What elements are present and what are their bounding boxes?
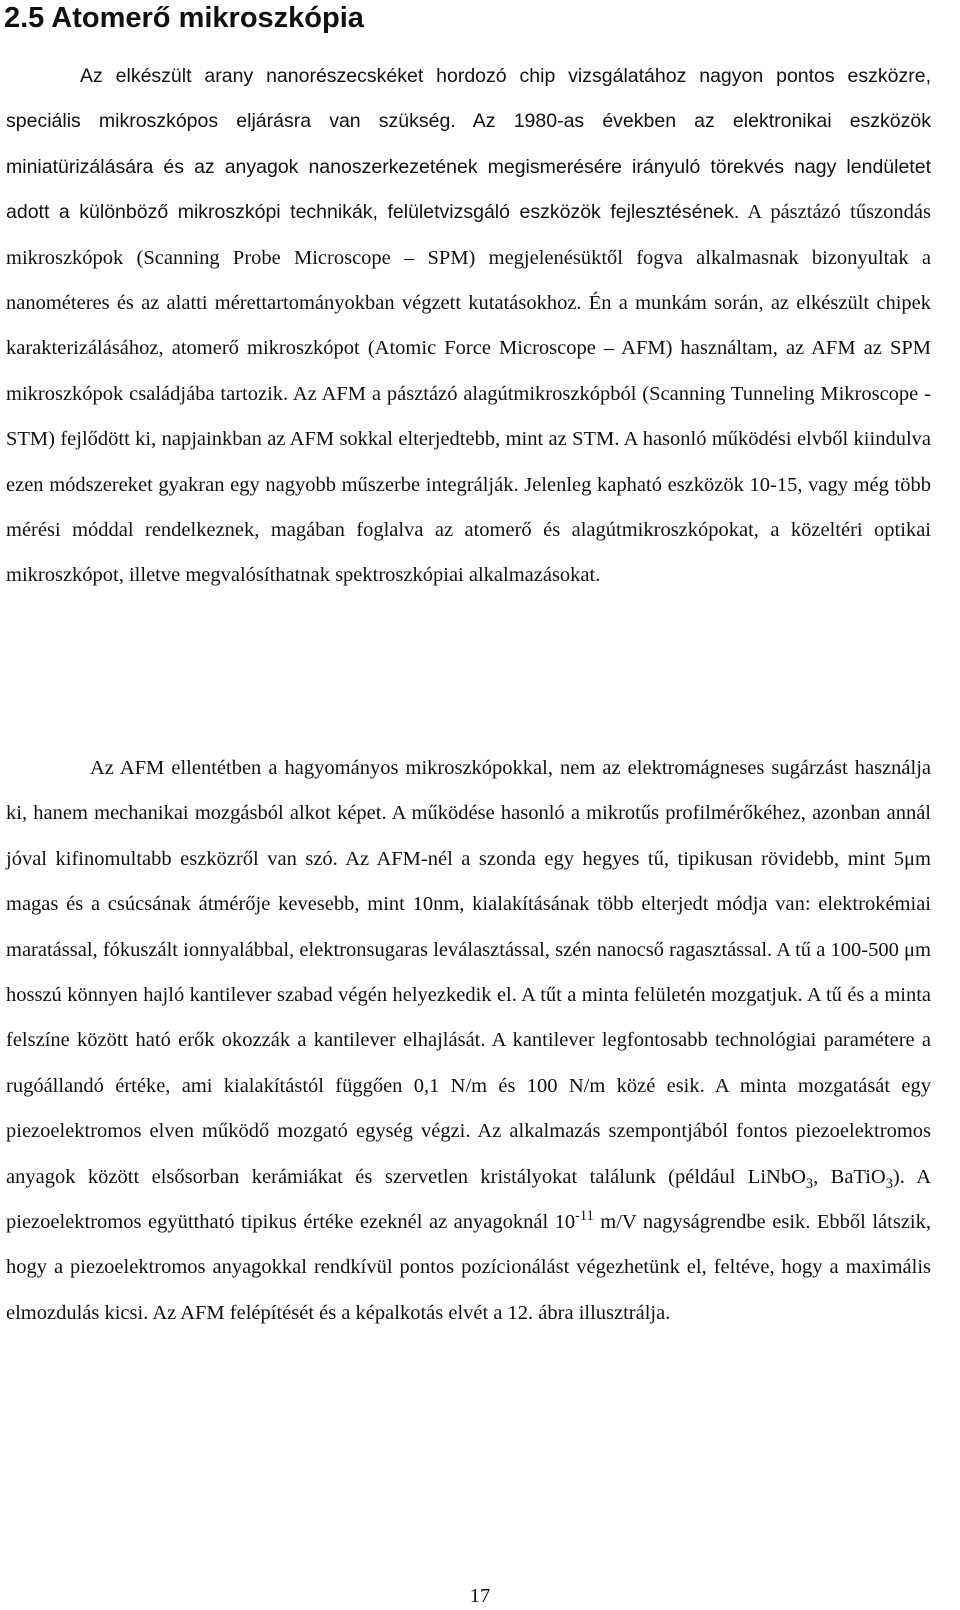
paragraph-afm-intro (6, 54, 931, 599)
text-segment: m/V nagyságrendbe esik. Ebből látszik, hogy a piezoelektromos anyagokkal rendkívül pontos pozícionálást végezhetünk el, feltéve, hogy a maximális elmozdulás kicsi. Az AFM felépítését és a képalkotás elvét a 12. ábra illusztrálja. (6, 1211, 932, 1324)
subscript: 3 (885, 1175, 893, 1192)
paragraph-afm-principle (6, 746, 931, 1336)
text-segment: , BaTiO (813, 1165, 886, 1188)
text-segment: Az AFM ellentétben a hagyományos mikroszkópokkal, nem az elektromágneses sugárzást használja ki, hanem mechanikai mozgásból alkot képet. A működése hasonló a mikrotűs profilmérőkéhez, azonban annál jóval kifinomultabb eszközről van szó. Az AFM-nél a szonda egy hegyes tű, tipikusan rövidebb, mint 5μm magas és a csúcsának átmérője kevesebb, mint 10nm, kialakításának több elterjedt módja van: elektrokémiai maratással, fókuszált ionnyalábbal, elektronsugaras leválasztással, szén nanocső ragasztással. A tű a 100-500 μm hosszú könnyen hajló kantilever szabad végén helyezkedik el. A tűt a minta felületén mozgatjuk. A tű és a minta felszíne között ható erők okozzák a kantilever elhajlását. A kantilever legfontosabb technológiai paramétere a rugóállandó értéke, ami kialakítástól függően 0,1 N/m és 100 N/m közé esik. A minta mozgatását egy piezoelektromos elven működő mozgató egység végzi. Az alkalmazás szempontjából fontos piezoelektromos anyagok között elsősorban kerámiákat és szervetlen kristályokat találunk (például LiNbO (6, 757, 931, 1188)
page-number: 17 (469, 1585, 491, 1607)
superscript: -11 (575, 1208, 594, 1225)
paragraph-sans-part: Az elkészült arany nanorészecskéket hordozó chip vizsgálatához nagyon pontos eszközre, speciális mikroszkópos eljárásra van szükség. Az 1980-as években az elektronikai eszközök miniatürizálására és az anyagok nanoszerkezetének megismerésére irányuló törekvés nagy lendületet adott a különböző mikroszkópi technikák, felületvizsgáló eszközök fejlesztésének. (6, 65, 931, 224)
subscript: 3 (805, 1175, 814, 1192)
section-heading: 2.5 Atomerő mikroszkópia (4, 2, 364, 34)
paragraph-serif-part: A pásztázó tűszondás mikroszkópok (Scanning Probe Microscope – SPM) megjelenésüktől fogva alkalmasnak bizonyultak a nanométeres és az alatti mérettartományokban végzett kutatásokhoz. Én a munkám során, az elkészült chipek karakterizálásához, atomerő mikroszkópot (Atomic Force Microscope – AFM) használtam, az AFM az SPM mikroszkópok családjába tartozik. Az AFM a pásztázó alagútmikroszkópból (Scanning Tunneling Mikroscope - STM) fejlődött ki, napjainkban az AFM sokkal elterjedtebb, mint az STM. A hasonló működési elvből kiindulva ezen módszereket gyakran egy nagyobb műszerbe integrálják. Jelenleg kapható eszközök 10-15, vagy még több mérési móddal rendelkeznek, magában foglalva az atomerő és alagútmikroszkópokat, a közeltéri optikai mikroszkópot, illetve megvalósíthatnak spektroszkópiai alkalmazásokat. (6, 201, 931, 587)
text-segment: ). A piezoelektromos együttható tipikus értéke ezeknél az anyagoknál 10 (6, 1165, 932, 1234)
